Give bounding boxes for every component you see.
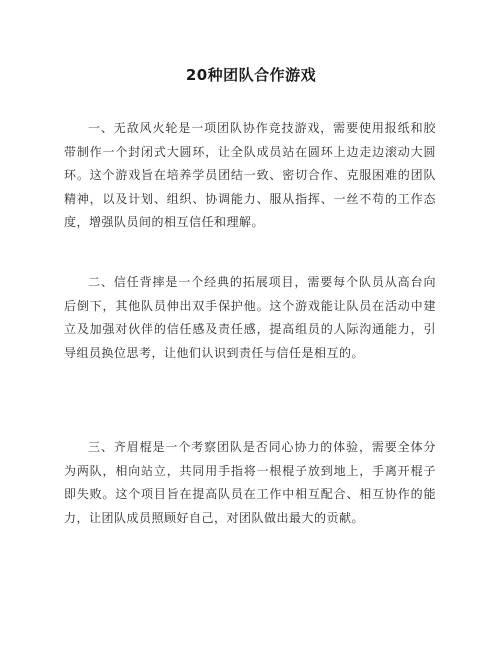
paragraph-1: 一、无敌风火轮是一项团队协作竞技游戏，需要使用报纸和胶带制作一个封闭式大圆环，让全队成员站在圆环上边走边滚动大圆环。这个游戏旨在培养学员团结一致、密切合作、克服困难的团队精神，以及计划、组织、协调能力、服从指挥、一丝不苟的工作态度，增强队员间的相互信任和理解。 — [64, 121, 436, 230]
paragraph-3: 三、齐眉棍是一个考察团队是否同心协力的体验，需要全体分为两队，相向站立，共同用手指将一根棍子放到地上，手离开棍子即失败。这个项目旨在提高队员在工作中相互配合、相互协作的能力，让团队成员照顾好自己，对团队做出最大的贡献。 — [64, 440, 436, 525]
paragraph-2: 二、信任背摔是一个经典的拓展项目，需要每个队员从高台向后倒下，其他队员伸出双手保护他。这个游戏能让队员在活动中建立及加强对伙伴的信任感及责任感，提高组员的人际沟通能力，引导组员换位思考，让他们认识到责任与信任是相互的。 — [64, 275, 436, 360]
document-title: 20种团队合作游戏 — [185, 66, 317, 84]
